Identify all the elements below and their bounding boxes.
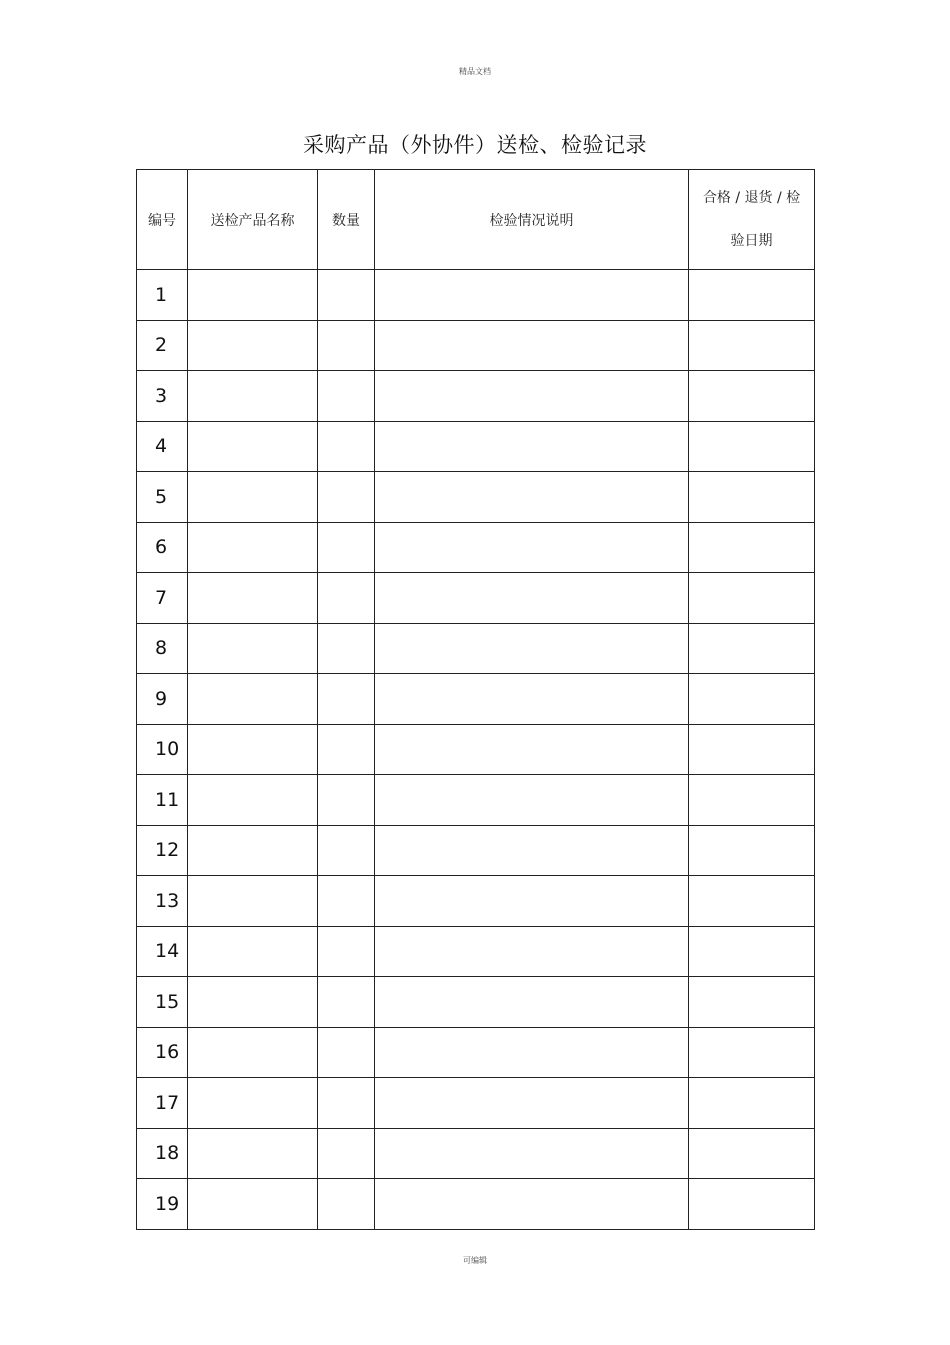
column-header-result-date-line2: 验日期 [730,232,773,249]
column-header-result-date-line1: 合格 / 退货 / 检 [702,189,801,206]
inspection-notes-cell[interactable] [375,825,689,876]
quantity-cell[interactable] [318,623,375,674]
product-name-cell[interactable] [188,674,318,725]
row-number-cell: 17 [137,1078,188,1129]
result-date-cell[interactable] [689,421,815,472]
table-row [137,573,815,624]
result-date-cell[interactable] [689,1027,815,1078]
row-number-cell: 14 [137,926,188,977]
result-date-cell[interactable] [689,320,815,371]
inspection-notes-cell[interactable] [375,977,689,1028]
inspection-notes-cell[interactable] [375,926,689,977]
column-header-number: 编号 [137,170,188,270]
row-number-cell: 2 [137,320,188,371]
result-date-cell[interactable] [689,623,815,674]
inspection-notes-cell[interactable] [375,573,689,624]
inspection-notes-cell[interactable] [375,724,689,775]
footer-note: 可编辑 [463,1256,487,1265]
column-header-result-date [689,170,815,270]
product-name-cell[interactable] [188,1078,318,1129]
result-date-cell[interactable] [689,472,815,523]
product-name-cell[interactable] [188,573,318,624]
table-row [137,775,815,826]
column-header-product-name: 送检产品名称 [188,170,318,270]
product-name-cell[interactable] [188,926,318,977]
product-name-cell[interactable] [188,421,318,472]
inspection-notes-cell[interactable] [375,320,689,371]
product-name-cell[interactable] [188,270,318,321]
product-name-cell[interactable] [188,472,318,523]
quantity-cell[interactable] [318,270,375,321]
result-date-cell[interactable] [689,926,815,977]
table-row [137,371,815,422]
quantity-cell[interactable] [318,421,375,472]
table-row [137,876,815,927]
table-row [137,1179,815,1230]
product-name-cell[interactable] [188,1128,318,1179]
product-name-cell[interactable] [188,775,318,826]
page-title: 采购产品（外协件）送检、检验记录 [303,133,647,157]
row-number-cell: 12 [137,825,188,876]
row-number-cell: 16 [137,1027,188,1078]
inspection-notes-cell[interactable] [375,522,689,573]
result-date-cell[interactable] [689,371,815,422]
row-number-cell: 13 [137,876,188,927]
result-date-cell[interactable] [689,1179,815,1230]
result-date-cell[interactable] [689,1078,815,1129]
product-name-cell[interactable] [188,371,318,422]
inspection-notes-cell[interactable] [375,270,689,321]
row-number-cell: 18 [137,1128,188,1179]
result-date-cell[interactable] [689,573,815,624]
inspection-notes-cell[interactable] [375,876,689,927]
row-number-cell: 5 [137,472,188,523]
result-date-cell[interactable] [689,522,815,573]
inspection-notes-cell[interactable] [375,1128,689,1179]
row-number-cell: 19 [137,1179,188,1230]
row-number-cell: 6 [137,522,188,573]
row-number-cell: 11 [137,775,188,826]
table-row [137,825,815,876]
table-row [137,522,815,573]
quantity-cell[interactable] [318,1027,375,1078]
quantity-cell[interactable] [318,1179,375,1230]
inspection-notes-cell[interactable] [375,371,689,422]
table-row [137,1027,815,1078]
quantity-cell[interactable] [318,1078,375,1129]
inspection-record-table [136,169,815,1230]
inspection-notes-cell[interactable] [375,1027,689,1078]
table-header-row [137,170,815,270]
result-date-cell[interactable] [689,674,815,725]
quantity-cell[interactable] [318,775,375,826]
column-header-inspection-notes: 检验情况说明 [375,170,689,270]
quantity-cell[interactable] [318,320,375,371]
product-name-cell[interactable] [188,320,318,371]
result-date-cell[interactable] [689,825,815,876]
table-row [137,472,815,523]
quantity-cell[interactable] [318,674,375,725]
result-date-cell[interactable] [689,270,815,321]
product-name-cell[interactable] [188,825,318,876]
table-row [137,926,815,977]
result-date-cell[interactable] [689,876,815,927]
row-number-cell: 4 [137,421,188,472]
row-number-cell: 15 [137,977,188,1028]
quantity-cell[interactable] [318,977,375,1028]
column-header-quantity: 数量 [318,170,375,270]
quantity-cell[interactable] [318,825,375,876]
table-row [137,977,815,1028]
row-number-cell: 9 [137,674,188,725]
inspection-notes-cell[interactable] [375,1078,689,1129]
table-row [137,623,815,674]
product-name-cell[interactable] [188,623,318,674]
product-name-cell[interactable] [188,1027,318,1078]
row-number-cell: 10 [137,724,188,775]
result-date-cell[interactable] [689,775,815,826]
row-number-cell: 8 [137,623,188,674]
inspection-notes-cell[interactable] [375,421,689,472]
quantity-cell[interactable] [318,724,375,775]
product-name-cell[interactable] [188,1179,318,1230]
row-number-cell: 7 [137,573,188,624]
inspection-notes-cell[interactable] [375,472,689,523]
table-row [137,421,815,472]
inspection-notes-cell[interactable] [375,674,689,725]
quantity-cell[interactable] [318,573,375,624]
table-row [137,270,815,321]
header-note: 精品文档 [459,67,491,76]
quantity-cell[interactable] [318,371,375,422]
inspection-notes-cell[interactable] [375,1179,689,1230]
result-date-cell[interactable] [689,977,815,1028]
inspection-notes-cell[interactable] [375,775,689,826]
inspection-notes-cell[interactable] [375,623,689,674]
product-name-cell[interactable] [188,522,318,573]
quantity-cell[interactable] [318,926,375,977]
result-date-cell[interactable] [689,1128,815,1179]
product-name-cell[interactable] [188,977,318,1028]
table-row [137,1078,815,1129]
product-name-cell[interactable] [188,876,318,927]
row-number-cell: 3 [137,371,188,422]
result-date-cell[interactable] [689,724,815,775]
quantity-cell[interactable] [318,522,375,573]
quantity-cell[interactable] [318,472,375,523]
table-row [137,724,815,775]
quantity-cell[interactable] [318,876,375,927]
table-row [137,1128,815,1179]
quantity-cell[interactable] [318,1128,375,1179]
product-name-cell[interactable] [188,724,318,775]
table-row [137,674,815,725]
row-number-cell: 1 [137,270,188,321]
table-row [137,320,815,371]
